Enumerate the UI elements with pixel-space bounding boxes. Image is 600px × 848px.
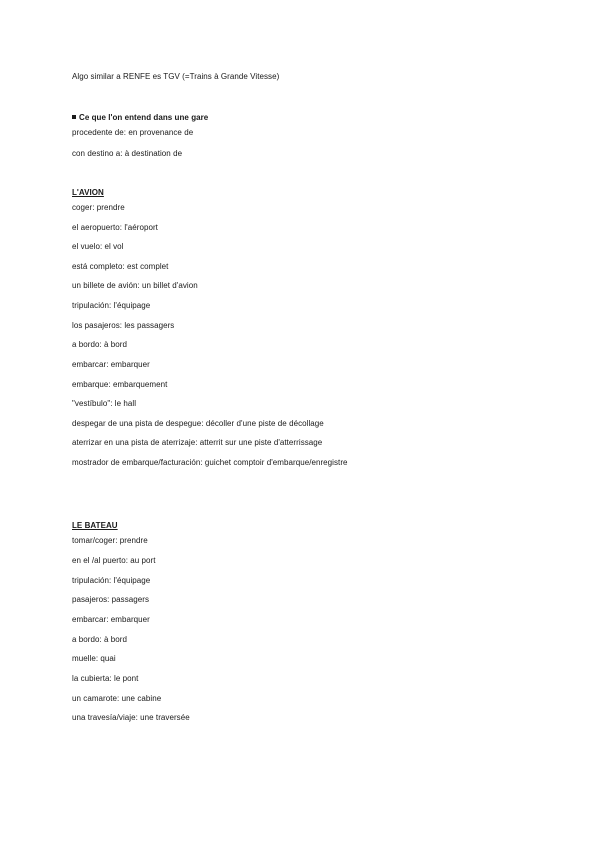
gare-heading <box>72 113 208 123</box>
bateau-item: a bordo: à bord <box>72 635 128 644</box>
avion-item: está completo: est complet <box>72 262 169 271</box>
avion-item: un billete de avión: un billet d'avion <box>72 281 198 290</box>
bateau-item: embarcar: embarquer <box>72 615 150 624</box>
bateau-item: en el /al puerto: au port <box>72 556 156 565</box>
bateau-item: una travesía/viaje: une traversée <box>72 713 190 722</box>
bateau-item: tomar/coger: prendre <box>72 536 148 545</box>
avion-item: el vuelo: el vol <box>72 242 124 251</box>
avion-item: mostrador de embarque/facturación: guichet comptoir d'embarque/enregistre <box>72 458 348 467</box>
avion-heading: L'AVION <box>72 188 104 197</box>
avion-item: tripulación: l'équipage <box>72 301 151 310</box>
bateau-item: un camarote: une cabine <box>72 694 162 703</box>
avion-item: embarcar: embarquer <box>72 360 150 369</box>
avion-item: embarque: embarquement <box>72 380 168 389</box>
intro-text: Algo similar a RENFE es TGV (=Trains à Grande Vitesse) <box>72 72 280 81</box>
avion-item: coger: prendre <box>72 203 125 212</box>
bateau-item: la cubierta: le pont <box>72 674 139 683</box>
bateau-heading: LE BATEAU <box>72 521 118 530</box>
avion-item: los pasajeros: les passagers <box>72 321 175 330</box>
gare-item: procedente de: en provenance de <box>72 128 194 137</box>
bullet-icon <box>72 115 76 119</box>
gare-item: con destino a: à destination de <box>72 149 183 158</box>
bateau-item: pasajeros: passagers <box>72 595 150 604</box>
bateau-item: muelle: quai <box>72 654 116 663</box>
bateau-item: tripulación: l'équipage <box>72 576 151 585</box>
avion-item: aterrizar en una pista de aterrizaje: atterrit sur une piste d'atterrissage <box>72 438 323 447</box>
avion-item: despegar de una pista de despegue: décoller d'une piste de décollage <box>72 419 324 428</box>
avion-item: el aeropuerto: l'aéroport <box>72 223 158 232</box>
avion-item: "vestíbulo": le hall <box>72 399 137 408</box>
gare-heading-label: Ce que l'on entend dans une gare <box>79 113 209 122</box>
avion-item: a bordo: à bord <box>72 340 128 349</box>
